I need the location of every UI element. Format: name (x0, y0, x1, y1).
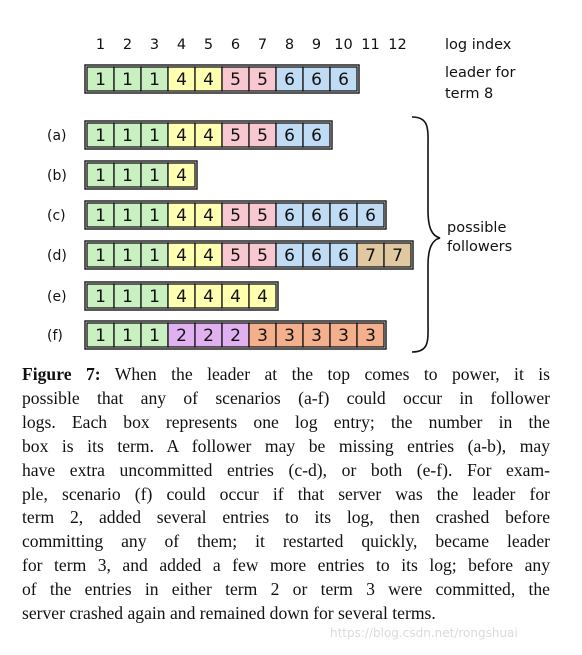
log-index-number: 11 (361, 37, 380, 53)
follower-entry-term: 1 (122, 206, 133, 226)
possible-followers-label-line2: followers (447, 239, 513, 255)
follower-entry-term: 4 (257, 287, 268, 307)
follower-entry-term: 7 (365, 246, 376, 266)
log-index-number: 2 (122, 37, 133, 53)
follower-row-label: (a) (47, 128, 67, 144)
follower-entry-term: 1 (122, 246, 133, 266)
follower-entry-term: 1 (122, 166, 133, 186)
watermark: https://blog.csdn.net/rongshuai (330, 626, 518, 640)
leader-log-entry-term: 4 (176, 70, 187, 90)
caption-line: Figure 7: When the leader at the top comes to power, it is (22, 364, 550, 384)
follower-entry-term: 6 (311, 206, 322, 226)
follower-entry-term: 1 (95, 126, 106, 146)
leader-log-entry-term: 5 (257, 70, 268, 90)
follower-entry-term: 1 (149, 126, 160, 146)
follower-entry-term: 1 (95, 326, 106, 346)
possible-followers-label-line1: possible (447, 220, 507, 236)
caption-line: ple, scenario (f) could occur if that server was the leader for (22, 483, 550, 504)
log-index-number: 4 (176, 37, 187, 53)
caption-line: committing any of them; it restarted quickly, became leader (22, 531, 550, 552)
figure-caption (22, 363, 550, 626)
follower-entry-term: 6 (284, 206, 295, 226)
leader-log-entry-term: 5 (230, 70, 241, 90)
follower-row-label: (e) (47, 289, 67, 305)
log-index-number: 9 (311, 37, 322, 53)
follower-entry-term: 1 (149, 246, 160, 266)
follower-entry-term: 5 (230, 126, 241, 146)
follower-entry-term: 4 (176, 246, 187, 266)
follower-entry-term: 3 (257, 326, 268, 346)
follower-entry-term: 4 (176, 166, 187, 186)
follower-entry-term: 3 (311, 326, 322, 346)
follower-entry-term: 3 (365, 326, 376, 346)
follower-entry-term: 4 (203, 287, 214, 307)
log-index-number: 6 (230, 37, 241, 53)
follower-entry-term: 2 (176, 326, 187, 346)
leader-log-entry-term: 6 (284, 70, 295, 90)
follower-entry-term: 4 (203, 206, 214, 226)
log-index-number: 7 (257, 37, 268, 53)
follower-entry-term: 3 (284, 326, 295, 346)
follower-entry-term: 1 (149, 287, 160, 307)
follower-entry-term: 2 (203, 326, 214, 346)
log-index-number: 12 (388, 37, 407, 53)
follower-entry-term: 1 (149, 206, 160, 226)
log-index-number: 1 (95, 37, 106, 53)
follower-entry-term: 5 (257, 246, 268, 266)
log-index-numbers (96, 37, 407, 53)
follower-entry-term: 5 (257, 206, 268, 226)
caption-line: term 2, added several entries to its log, then crashed before (22, 507, 550, 528)
leader-label-line2: term 8 (445, 86, 494, 102)
follower-entry-term: 5 (230, 246, 241, 266)
follower-entry-term: 6 (311, 126, 322, 146)
leader-log-entry-term: 6 (338, 70, 349, 90)
follower-row-label: (b) (47, 168, 67, 184)
follower-row-label: (f) (47, 328, 63, 344)
follower-entry-term: 4 (203, 246, 214, 266)
follower-entry-term: 5 (230, 206, 241, 226)
follower-log-f (47, 321, 386, 349)
follower-row-label: (c) (47, 208, 66, 224)
follower-entry-term: 1 (122, 287, 133, 307)
log-index-number: 3 (149, 37, 160, 53)
follower-entry-term: 1 (95, 166, 106, 186)
follower-log-d (47, 241, 413, 269)
caption-line: possible that any of scenarios (a-f) could occur in follower (22, 387, 550, 408)
follower-entry-term: 4 (176, 206, 187, 226)
follower-entry-term: 1 (122, 126, 133, 146)
log-index-number: 10 (334, 37, 353, 53)
follower-entry-term: 6 (338, 206, 349, 226)
follower-entry-term: 1 (149, 166, 160, 186)
caption-line: for term 3, and added a few more entries to its log; before any (22, 555, 550, 576)
log-index-number: 5 (203, 37, 214, 53)
follower-entry-term: 1 (122, 326, 133, 346)
follower-entry-term: 4 (176, 287, 187, 307)
caption-line: have extra uncommitted entries (c-d), or both (e-f). For exam- (22, 459, 550, 480)
leader-log-entry-term: 6 (311, 70, 322, 90)
leader-log-entry-term: 1 (149, 70, 160, 90)
follower-entry-term: 3 (338, 326, 349, 346)
follower-entry-term: 1 (95, 206, 106, 226)
follower-entry-term: 6 (338, 246, 349, 266)
follower-log-e (47, 282, 278, 310)
caption-line: box is its term. A follower may be missing entries (a-b), may (22, 435, 550, 456)
follower-log-c (47, 201, 386, 229)
follower-entry-term: 2 (230, 326, 241, 346)
follower-entry-term: 1 (95, 246, 106, 266)
caption-line: of the entries in either term 2 or term 3 were committed, the (22, 579, 550, 600)
caption-line: logs. Each box represents one log entry; the number in the (22, 411, 550, 432)
leader-log-entry-term: 4 (203, 70, 214, 90)
follower-entry-term: 1 (149, 326, 160, 346)
follower-entry-term: 5 (257, 126, 268, 146)
leader-log-entry-term: 1 (95, 70, 106, 90)
follower-row-label: (d) (47, 248, 67, 264)
caption-line: server crashed again and remained down for several terms. (22, 603, 436, 624)
leader-log-entry-term: 1 (122, 70, 133, 90)
follower-entry-term: 4 (176, 126, 187, 146)
follower-entry-term: 6 (284, 246, 295, 266)
follower-entry-term: 6 (311, 246, 322, 266)
follower-entry-term: 6 (284, 126, 295, 146)
follower-entry-term: 4 (230, 287, 241, 307)
leader-label-line1: leader for (445, 65, 516, 81)
log-index-number: 8 (284, 37, 295, 53)
follower-entry-term: 1 (95, 287, 106, 307)
follower-logs (47, 121, 413, 349)
leader-log (85, 65, 359, 93)
followers-brace (412, 117, 440, 352)
log-index-label: log index (445, 37, 512, 53)
follower-entry-term: 4 (203, 126, 214, 146)
caption-lead: Figure 7: (22, 364, 101, 384)
follower-entry-term: 6 (365, 206, 376, 226)
follower-log-b (47, 161, 197, 189)
follower-entry-term: 7 (392, 246, 403, 266)
follower-log-a (47, 121, 332, 149)
